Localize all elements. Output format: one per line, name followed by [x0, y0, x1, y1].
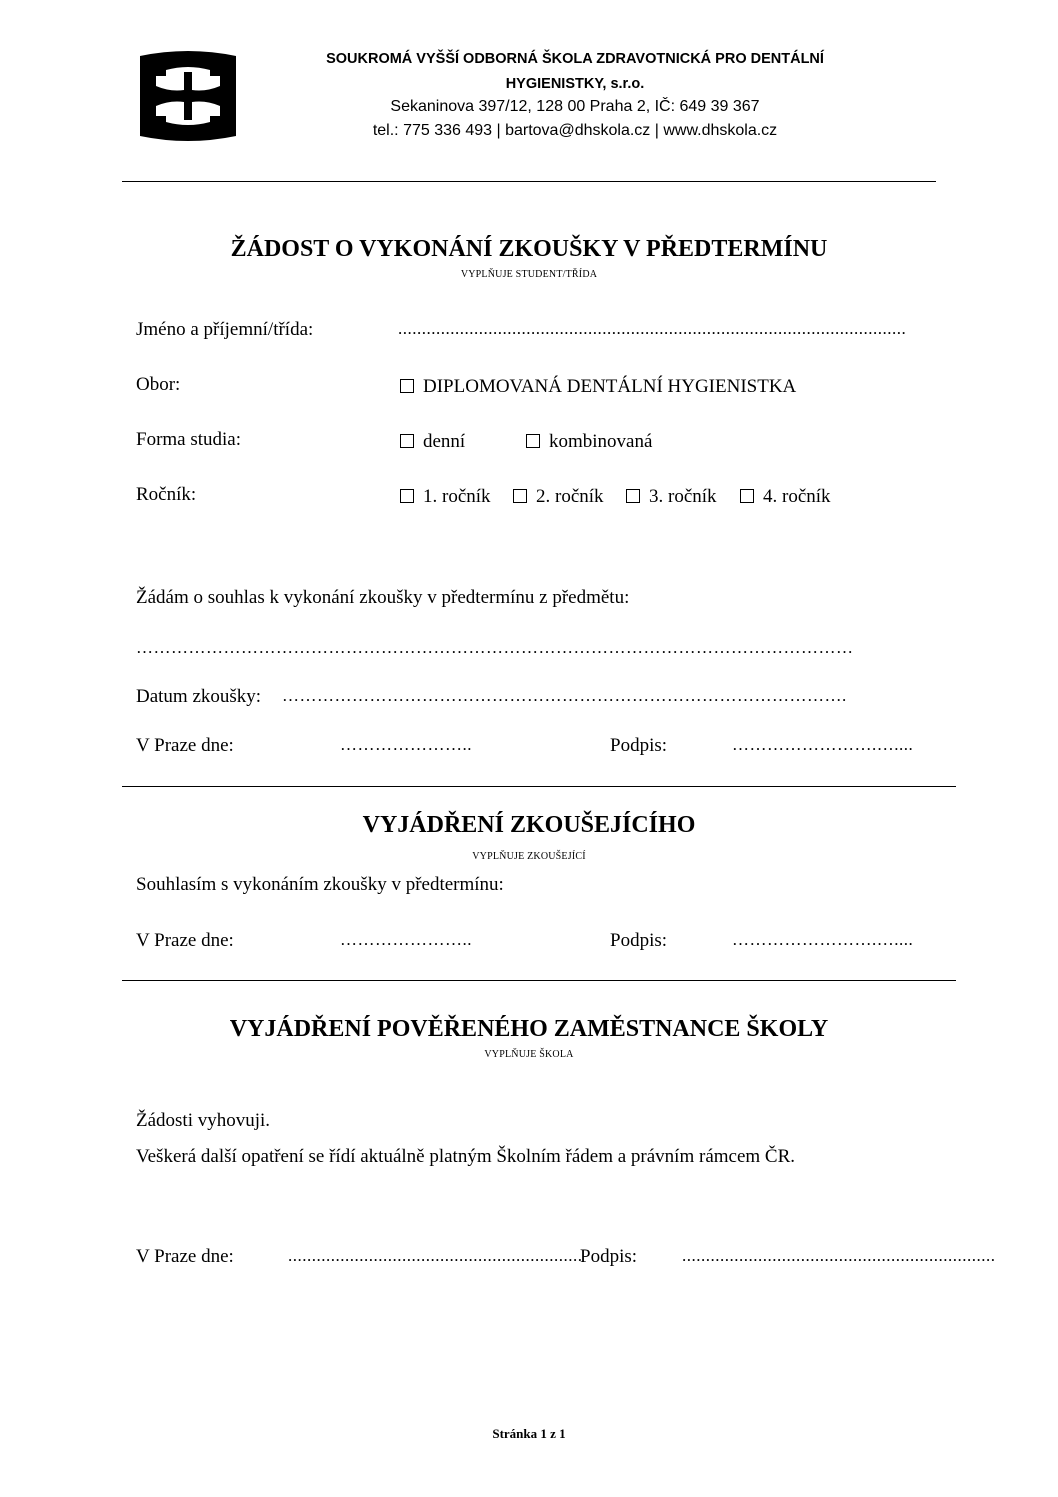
year-checkbox-2[interactable] — [513, 489, 527, 503]
examiner-sign-label: Podpis: — [610, 930, 668, 951]
field-label: Obor: — [136, 374, 181, 395]
year-option-2 — [513, 486, 604, 508]
study-form-option-combined — [526, 431, 652, 453]
name-field[interactable]: ........................................................................................................... — [398, 319, 907, 338]
year-label-2: 2. ročník — [536, 486, 604, 507]
field-option — [400, 376, 796, 398]
name-label: Jméno a příjemní/třída: — [136, 319, 314, 340]
year-option-1 — [400, 486, 491, 508]
year-label: Ročník: — [136, 484, 197, 505]
student-section-subtitle: VYPLŇUJE STUDENT/TŘÍDA — [460, 269, 598, 280]
org-address: Sekaninova 397/12, 128 00 Praha 2, IČ: 649 39 367 — [390, 98, 760, 115]
student-sign-field[interactable]: …………………….….... — [732, 735, 914, 754]
field-option-label: DIPLOMOVANÁ DENTÁLNÍ HYGIENISTKA — [423, 376, 797, 397]
subject-field[interactable]: …………………………………………………………………………………………………………… — [136, 638, 854, 657]
study-form-label: Forma studia: — [136, 429, 242, 450]
study-form-checkbox-combined[interactable] — [526, 434, 540, 448]
school-logo-icon — [140, 50, 236, 142]
school-logo — [140, 50, 236, 142]
exam-date-label: Datum zkoušky: — [136, 686, 262, 707]
year-option-4 — [740, 486, 831, 508]
org-name-line1: SOUKROMÁ VYŠŠÍ ODBORNÁ ŠKOLA ZDRAVOTNICKÁ PRO DENTÁLNÍ — [326, 51, 824, 67]
year-option-3 — [626, 486, 717, 508]
request-text: Žádám o souhlas k vykonání zkoušky v předtermínu z předmětu: — [136, 587, 630, 608]
consent-text: Souhlasím s vykonáním zkoušky v předtermínu: — [136, 874, 504, 895]
examiner-section-subtitle: VYPLŇUJE ZKOUŠEJÍCÍ — [472, 851, 586, 862]
exam-date-field[interactable]: ……………………………………………………………………………………. — [282, 686, 847, 705]
study-form-option-fulltime — [400, 431, 465, 453]
student-section-divider — [122, 786, 956, 787]
year-label-1: 1. ročník — [423, 486, 491, 507]
field-checkbox[interactable] — [400, 379, 414, 393]
school-section-title: VYJÁDŘENÍ POVĚŘENÉHO ZAMĚSTNANCE ŠKOLY — [229, 1016, 829, 1042]
examiner-place-label: V Praze dne: — [136, 930, 234, 951]
student-sign-label: Podpis: — [610, 735, 668, 756]
header-divider — [122, 181, 936, 182]
examiner-section-title: VYJÁDŘENÍ ZKOUŠEJÍCÍHO — [362, 812, 696, 838]
study-form-label-fulltime: denní — [423, 431, 466, 452]
approval-text: Žádosti vyhovuji. — [136, 1110, 271, 1131]
year-checkbox-4[interactable] — [740, 489, 754, 503]
study-form-label-combined: kombinovaná — [549, 431, 653, 452]
year-label-4: 4. ročník — [763, 486, 831, 507]
year-checkbox-3[interactable] — [626, 489, 640, 503]
school-section-subtitle: VYPLŇUJE ŠKOLA — [484, 1049, 574, 1060]
school-date-field[interactable]: .............................................................. — [288, 1246, 583, 1265]
student-date-field[interactable]: ………………….. — [340, 735, 472, 754]
examiner-date-field[interactable]: ………………….. — [340, 930, 472, 949]
org-contact: tel.: 775 336 493 | bartova@dhskola.cz | www.dhskola.cz — [372, 122, 778, 139]
year-label-3: 3. ročník — [649, 486, 717, 507]
study-form-checkbox-fulltime[interactable] — [400, 434, 414, 448]
school-sign-label: Podpis: — [580, 1246, 638, 1267]
school-sign-field[interactable]: .................................................................. — [682, 1246, 996, 1265]
rules-text: Veškerá další opatření se řídí aktuálně platným Školním řádem a právním rámcem ČR. — [136, 1146, 796, 1167]
org-name-line2: HYGIENISTKY, s.r.o. — [505, 76, 645, 92]
page-number: Stránka 1 z 1 — [492, 1426, 566, 1441]
student-section-title: ŽÁDOST O VYKONÁNÍ ZKOUŠKY V PŘEDTERMÍNU — [230, 236, 828, 262]
school-place-label: V Praze dne: — [136, 1246, 234, 1267]
examiner-sign-field[interactable]: …………………….….... — [732, 930, 914, 949]
year-checkbox-1[interactable] — [400, 489, 414, 503]
student-place-label: V Praze dne: — [136, 735, 234, 756]
examiner-section-divider — [122, 980, 956, 981]
